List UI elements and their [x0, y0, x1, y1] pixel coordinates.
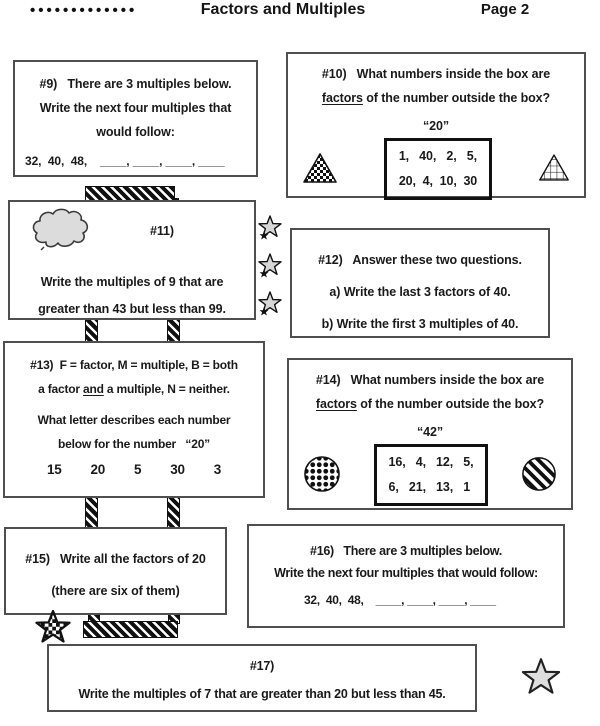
question-text: Write the multiples of 9 that are [40, 275, 224, 289]
underlined-word: factors [321, 91, 363, 105]
number-item: 3 [213, 462, 221, 477]
question-12-box [290, 228, 550, 338]
box-numbers: 6, 21, 13, 1 [388, 480, 471, 494]
question-text: of the number outside the box? [356, 397, 545, 411]
question-text: #12) Answer these two questions. [318, 253, 522, 267]
hatch-bar-bottom [83, 621, 178, 638]
question-14-box [287, 358, 573, 510]
box-numbers: 1, 40, 2, 5, [398, 149, 477, 163]
underlined-word: and [83, 382, 104, 396]
star-icon [257, 252, 283, 285]
question-13-box [3, 341, 265, 498]
question-17-box [47, 644, 477, 712]
number-list [5, 456, 263, 477]
target-number: “42” [416, 425, 443, 439]
question-text: Write the next four multiples that [39, 101, 232, 115]
factor-candidates-box [374, 444, 489, 506]
number-item: 15 [47, 462, 62, 477]
question-text: Write the next four multiples that would follow: [274, 566, 538, 580]
question-15-box [4, 527, 227, 615]
question-text: #14) What numbers inside the box are [315, 373, 545, 387]
question-text: Write the multiples of 7 that are greater than 20 but less than 45. [78, 687, 446, 701]
question-text: What letter describes each number [37, 413, 231, 427]
star-icon [519, 656, 563, 707]
question-16-box [247, 524, 565, 628]
question-part-b: b) Write the first 3 multiples of 40. [321, 317, 519, 331]
question-text: would follow: [96, 125, 175, 139]
hatch-pillar [85, 496, 98, 530]
question-text: below for the number “20” [58, 437, 210, 451]
page-number: Page 2 [480, 1, 530, 18]
page-title: Factors and Multiples [200, 1, 366, 18]
multiples-sequence: 32, 40, 48, ____, ____, ____, ____ [304, 593, 496, 607]
multiples-sequence: 32, 40, 48, ____, ____, ____, ____ [25, 154, 225, 168]
question-text: #13) F = factor, M = multiple, B = both [30, 358, 238, 372]
checkered-triangle-icon [302, 152, 338, 187]
box-numbers: 16, 4, 12, 5, [388, 455, 474, 469]
question-text: #9) There are 3 multiples below. [39, 77, 232, 91]
dotted-circle-icon [303, 455, 341, 496]
question-part-a: a) Write the last 3 factors of 40. [329, 285, 511, 299]
cloud-icon [30, 206, 94, 257]
question-text: a factor [38, 382, 84, 396]
decorative-dots: ••••••••••••• [30, 2, 138, 19]
target-number: “20” [422, 119, 449, 133]
underlined-word: factors [315, 397, 357, 411]
number-item: 30 [170, 462, 185, 477]
question-text [5, 377, 263, 401]
factor-candidates-box [384, 138, 492, 200]
hatch-bar-top [85, 186, 175, 201]
question-10-box [286, 52, 586, 198]
number-item: 5 [134, 462, 142, 477]
question-label: #11) [150, 224, 174, 238]
question-text: greater than 43 but less than 99. [38, 302, 226, 316]
box-numbers: 20, 4, 10, 30 [398, 174, 478, 188]
star-icon [257, 214, 283, 247]
checkered-star-icon [33, 608, 73, 655]
question-text: #16) There are 3 multiples below. [310, 544, 502, 558]
number-item: 20 [90, 462, 106, 477]
hatch-pillar [167, 496, 180, 530]
question-text: a multiple, N = neither. [103, 382, 230, 396]
question-9-box [13, 60, 258, 177]
star-icon [257, 290, 283, 323]
striped-circle-icon [521, 456, 557, 495]
question-text: #10) What numbers inside the box are [321, 67, 551, 81]
question-text [288, 86, 584, 110]
question-text: #15) Write all the factors of 20 [25, 552, 206, 566]
question-text: of the number outside the box? [362, 91, 551, 105]
grid-triangle-icon [538, 153, 570, 185]
question-text [289, 392, 571, 416]
question-label: #17) [249, 659, 275, 673]
question-text: (there are six of them) [51, 584, 180, 598]
